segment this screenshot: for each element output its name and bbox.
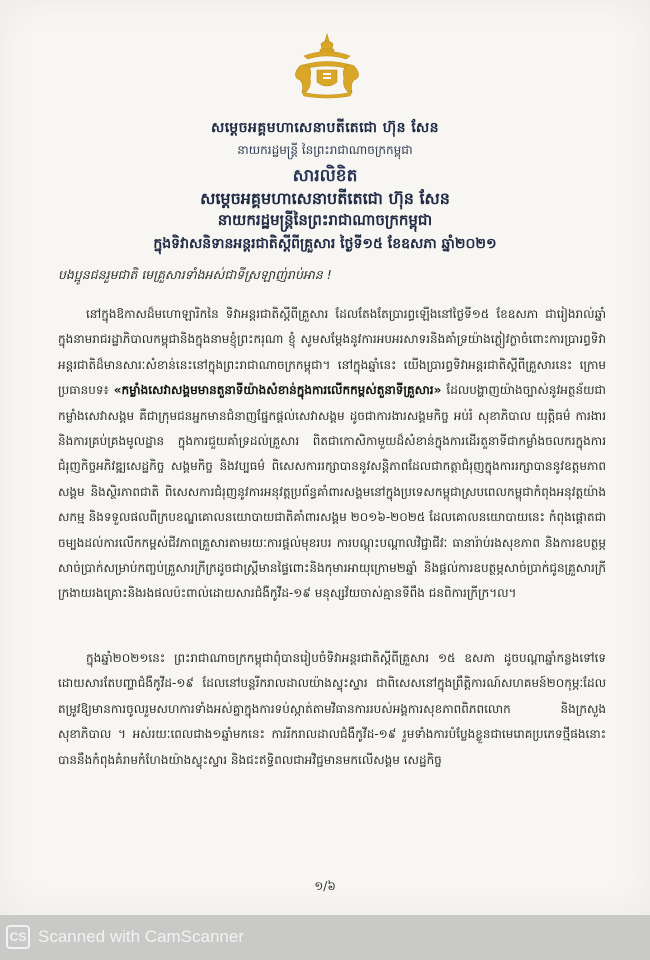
title-position: នាយករដ្ឋមន្ត្រីនៃព្រះរាជាណាចក្រកម្ពុជា [217, 211, 433, 229]
royal-emblem-icon [290, 32, 364, 100]
scanner-watermark-text: Scanned with CamScanner [38, 927, 245, 946]
paragraph-2-text: ក្នុងឆ្នាំ២០២១នេះ ព្រះរាជាណាចក្រកម្ពុជាពុំបានរៀបចំទិវាអន្តរជាតិស្តីពីគ្រួសារ ១៥ ឧសភា ដូចបណ្តាឆ្នាំកន្លងទៅទេដោយសារតែបញ្ហាជំងឺកូវីដ-១៩ ដែលនៅបន្តរីករាលដាលយ៉ាងស្ទុះស្ទារ ជាពិសេសនៅក្នុងព្រឹត្តិការណ៍សហគមន៍២០កុម្ភៈដែលតម្រូវឱ្យមានការចូលរួមសហការទាំងអស់គ្នាក្នុងការទប់ស្កាត់តាមវិធានការរបស់អង្គការសុខភាពពិភពលោក និងក្រសួងសុខាភិបាល ។ អស់រយៈពេលជាង១ឆ្នាំមកនេះ ការរីករាលដាលជំងឺកូវីដ-១៩ រួមទាំងការបំប្លែងខ្លួនជាមេរោគប្រភេទថ្មីផងនោះ បាននឹងកំពុងគំរាមកំហែងយ៉ាងស្ទុះស្ទារ និងជះឥទ្ធិពលជាអវិជ្ជមានមកលើសង្គម សេដ្ឋកិច្ច [58, 651, 606, 767]
camscanner-logo-icon: CS [6, 925, 30, 949]
issuer-title: នាយករដ្ឋមន្ត្រី នៃព្រះរាជាណាចក្រកម្ពុជា [237, 143, 413, 157]
body-paragraph-1 [58, 302, 606, 632]
theme-text: «កម្លាំងសេវាសង្គមមានតួនាទីយ៉ាងសំខាន់ក្នុងការលើកកម្ពស់តួនាទីគ្រួសារ» [113, 383, 442, 398]
scanner-footer [0, 915, 650, 960]
title-occasion: ក្នុងទិវាសនិទានអន្តរជាតិស្តីពីគ្រួសារ ថ្ងៃទី១៥ ខែឧសភា ឆ្នាំ២០២១ [153, 236, 497, 252]
document-title: សារលិខិត [292, 166, 358, 186]
paragraph-1-opening: នៅក្នុងឱកាសដ៏មហោឡារិកនៃ ទិវាអន្តរជាតិស្តីពីគ្រួសារ ដែលតែងតែប្រារព្ធឡើងនៅថ្ងៃទី១៥ ខែឧសភា ជារៀងរាល់ឆ្នាំ ក្នុងនាមរាជរដ្ឋាភិបាលកម្ពុជានិងក្នុងនាមខ្ញុំព្រះករុណា ខ្ញុំ សូមសម្តែងនូវការអបអរសាទរនិងគាំទ្រយ៉ាងភ្លៀវក្លាចំពោះការប្រារព្ធទិវាអន្តរជាតិដ៏មានសារៈសំខាន់នេះនៅក្នុងព្រះរាជាណាចក្រកម្ពុជា។ នៅក្នុងឆ្នាំនេះ យើងប្រារព្ធទិវាអន្តរជាតិស្តីពីគ្រួសារនេះ ក្រោមប្រធានបទ៖ [58, 307, 606, 398]
title-author: សម្តេចអគ្គមហាសេនាបតីតេជោ ហ៊ុន សែន [200, 189, 450, 208]
issuer-name: សម្តេចអគ្គមហាសេនាបតីតេជោ ហ៊ុន សែន [210, 120, 440, 136]
page-number: ១/៦ [314, 879, 336, 893]
greeting-line: បងប្អូនជនរួមជាតិ មេគ្រួសារទាំងអស់ជាទីស្រឡាញ់រាប់អាន ! [58, 267, 332, 282]
body-paragraph-2 [58, 646, 606, 850]
paragraph-1-continuation: ដែលបង្ហាញយ៉ាងច្បាស់នូវអត្ថន័យជាកម្លាំងសេវាសង្គម គឺជាក្រុមជនអ្នកមានជំនាញផ្នែកផ្តល់សេវាសង្គម ដូចជាការងារសង្គមកិច្ច អប់រំ សុខាភិបាល យុត្តិធម៌ ការងារ និងការគ្រប់គ្រងមូលដ្ឋាន ក្នុងការជួយគាំទ្រដល់គ្រួសារ ពិតជាកោសិកាមួយដ៏សំខាន់ក្នុងការដើរតួនាទីជាកម្លាំងចលករក្នុងការជំរុញកិច្ចអភិវឌ្ឍសេដ្ឋកិច្ច សង្គមកិច្ច និងវប្បធម៌ ពិសេសការរក្សាបាននូវសន្តិភាពដែលជាកត្តាជំរុញក្នុងការរក្សាបាននូវឧត្តមភាពសង្គម និងស្ថិរភាពជាតិ ពិសេសការជំរុញនូវការអនុវត្តប្រព័ន្ធគាំពារសង្គមនៅក្នុងប្រទេសកម្ពុជាស្របពេលកម្ពុជាកំពុងអនុវត្តយ៉ាងសកម្ម និងទទួលផលពីក្របខណ្ឌគោលនយោបាយជាតិគាំពារសង្គម ២០១៦-២០២៥ ដែលគោលនយោបាយនេះ កំពុងផ្តោតជាចម្បងដល់ការលើកកម្ពស់ជីវភាពគ្រួសារតាមរយៈការផ្តល់មុខរបរ ការបណ្តុះបណ្តាលវិជ្ជាជីវៈ ធានារ៉ាប់រងសុខភាព និងការឧបត្ថម្ភសាច់ប្រាក់សម្រាប់កញ្ចប់គ្រួសារក្រីក្រដូចជាស្ត្រីមានផ្ទៃពោះនិងកុមារអាយុក្រោម២ឆ្នាំ និងផ្តល់ការឧបត្ថម្ភសាច់ប្រាក់ជូនគ្រួសារក្រីក្រងាយរងគ្រោះនិងរងផលប៉ះពាល់ដោយសារជំងឺកូវីដ-១៩ មនុស្សវ័យចាស់គ្មានទីពឹង ជនពិការក្រីក្រ។ល។ [58, 383, 606, 601]
